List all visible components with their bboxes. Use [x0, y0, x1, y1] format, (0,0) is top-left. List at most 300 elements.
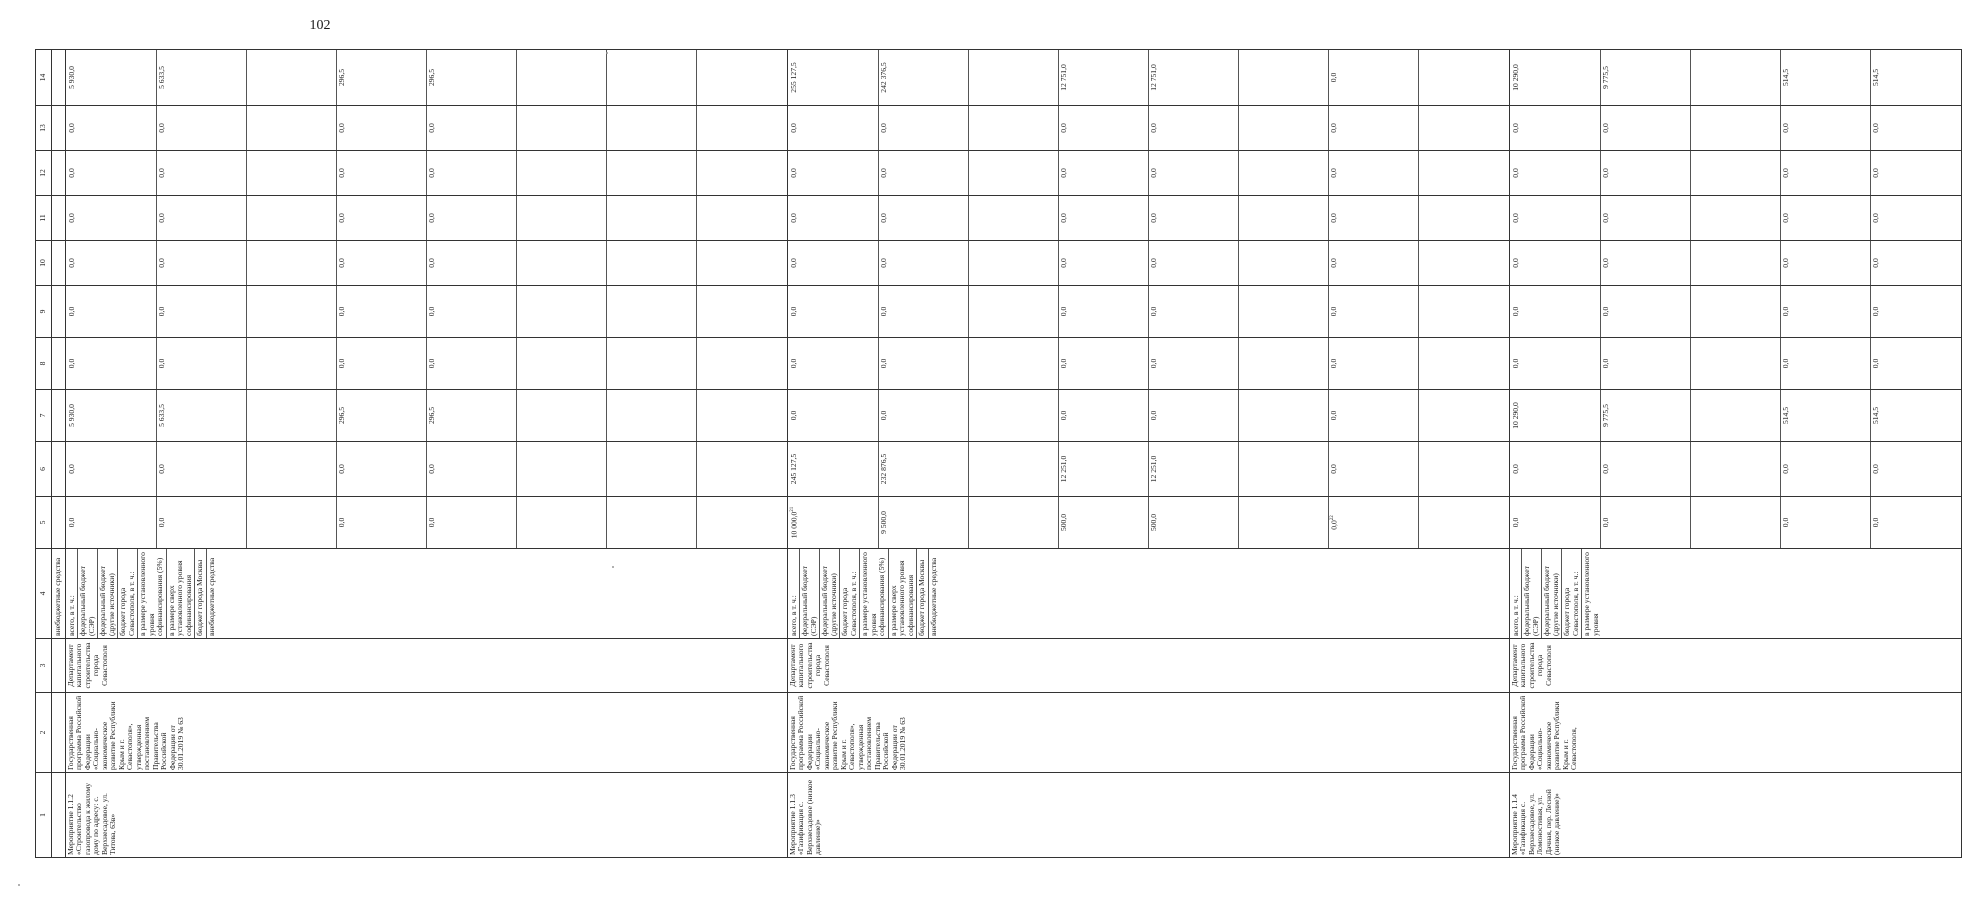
value-entry — [1690, 106, 1780, 150]
value-text: 0,0 — [336, 517, 346, 528]
value-entry — [789, 241, 878, 285]
value-text: 5 633,5 — [156, 66, 166, 89]
value-entry — [606, 196, 696, 240]
value-text: 0,0 — [1510, 306, 1520, 317]
value-entry — [878, 106, 968, 150]
value-entry — [1058, 106, 1148, 150]
value-text: 0,0 — [156, 517, 166, 528]
value-text: 0,0 — [1058, 123, 1068, 133]
funding-source-label: бюджет города Москвы — [194, 549, 206, 638]
value-entry — [426, 50, 516, 105]
value-entry — [1058, 497, 1148, 548]
value-text: 0,0 — [156, 258, 166, 268]
value-entry — [789, 50, 878, 105]
value-entry — [1511, 241, 1600, 285]
value-entry — [1148, 50, 1238, 105]
value-entry — [516, 241, 606, 285]
value-entry — [246, 338, 336, 389]
funding-source-label: бюджет города Москвы — [916, 549, 928, 638]
value-text: 0,0 — [426, 258, 436, 268]
value-text: 0,0 — [878, 123, 888, 133]
value-cell — [1509, 241, 1961, 286]
value-text: 0,0 — [156, 306, 166, 317]
value-text: 12 251,0 — [1148, 455, 1158, 483]
value-entry — [67, 106, 156, 150]
value-entry — [1511, 286, 1600, 337]
value-entry — [968, 338, 1058, 389]
value-text: 0,0 — [1510, 464, 1520, 474]
value-entry — [246, 497, 336, 548]
value-entry — [1148, 497, 1238, 548]
value-cell — [787, 106, 1509, 151]
value-entry — [1148, 106, 1238, 150]
value-entry — [696, 338, 786, 389]
value-entry — [1690, 497, 1780, 548]
value-entry — [1238, 106, 1328, 150]
value-entry — [1148, 338, 1238, 389]
value-entry — [426, 151, 516, 195]
value-text: 0,0 — [1148, 123, 1158, 133]
department-cell: Департамент капитального строительства города Севастополя — [65, 639, 787, 693]
value-text: 0,0 — [1328, 358, 1338, 369]
value-cell — [787, 151, 1509, 196]
value-entry — [1600, 286, 1690, 337]
value-cell — [1509, 50, 1961, 106]
value-text: 0,0 — [1328, 410, 1338, 421]
funding-source-label: всего, в т. ч.: — [66, 595, 76, 636]
value-entry — [156, 390, 246, 441]
column-number-header: 9 — [36, 286, 52, 338]
value-entry — [1058, 390, 1148, 441]
value-entry — [156, 338, 246, 389]
funding-source-cell — [1509, 549, 1961, 639]
funding-source-label: федеральный бюджет (СЭР) — [1521, 549, 1541, 638]
value-text: 0,0 — [1058, 213, 1068, 223]
column-number-header: 2 — [36, 693, 52, 773]
value-entry — [156, 151, 246, 195]
funding-source-label: в размере сверх установленного уровня софинансирования — [166, 549, 195, 638]
funding-source-label: бюджет города Севастополя, в т. ч.: — [839, 549, 859, 638]
value-entry — [878, 390, 968, 441]
value-entry — [426, 390, 516, 441]
value-entry — [1511, 442, 1600, 496]
funding-source-label: федеральный бюджет (другие источники) — [819, 549, 839, 638]
value-cell — [65, 442, 787, 497]
value-text: 0,0 — [426, 464, 436, 474]
value-entry — [1418, 196, 1508, 240]
value-entry — [878, 497, 968, 548]
value-entry — [1418, 151, 1508, 195]
value-entry — [1418, 497, 1508, 548]
value-entry — [1780, 497, 1870, 548]
funding-source-label: в размере установленного уровня софинансирования (5%) — [137, 549, 166, 638]
value-text: 0,0 — [1870, 358, 1880, 369]
value-text: 0,0 — [1328, 258, 1338, 268]
funding-source-label: внебюджетные средства — [206, 549, 218, 638]
funding-source-cell — [65, 549, 787, 639]
value-cell — [65, 151, 787, 196]
value-entry — [516, 338, 606, 389]
value-entry — [516, 390, 606, 441]
value-entry — [426, 106, 516, 150]
column-number-header: 3 — [36, 639, 52, 693]
funding-source-label: всего, в т. ч.: — [788, 595, 798, 636]
value-entry — [1418, 338, 1508, 389]
empty-cell — [52, 773, 66, 858]
value-entry — [606, 442, 696, 496]
value-text: 0,0 — [156, 213, 166, 223]
value-text: 12 751,0 — [1148, 64, 1158, 91]
value-entry — [1238, 241, 1328, 285]
value-entry — [156, 241, 246, 285]
value-entry — [696, 151, 786, 195]
value-entry — [1148, 151, 1238, 195]
value-entry — [1418, 286, 1508, 337]
funding-source-label: в размере сверх установленного уровня софинансирования — [888, 549, 917, 638]
footnote-marker: 21 — [789, 506, 795, 512]
value-entry — [1058, 338, 1148, 389]
value-text: 5 930,0 — [66, 66, 76, 89]
value-text: 0,0 — [1600, 358, 1610, 369]
value-text: 0,0 — [1510, 213, 1520, 223]
table-row — [787, 50, 1509, 858]
value-entry — [1148, 196, 1238, 240]
value-text: 0,0 — [1780, 464, 1790, 474]
value-entry — [67, 196, 156, 240]
value-entry — [156, 286, 246, 337]
value-entry — [696, 241, 786, 285]
table-row — [1509, 50, 1961, 858]
value-entry — [968, 390, 1058, 441]
value-entry — [878, 151, 968, 195]
value-text: 0,0 — [788, 168, 798, 178]
value-cell — [1509, 286, 1961, 338]
value-entry — [1780, 151, 1870, 195]
empty-cell — [52, 442, 66, 497]
value-entry — [696, 442, 786, 496]
value-text: 0,0 — [1328, 306, 1338, 317]
value-entry — [878, 338, 968, 389]
value-text: 245 127,5 — [788, 453, 798, 485]
value-entry — [968, 50, 1058, 105]
value-entry — [1058, 151, 1148, 195]
event-name-cell: Мероприятие 1.1.3 «Газификация с. Верхнесадовое (низкое давление)» — [787, 773, 1509, 858]
value-entry — [1238, 50, 1328, 105]
value-text: 0,0 — [426, 123, 436, 133]
value-entry — [1511, 338, 1600, 389]
value-entry — [336, 151, 426, 195]
value-entry — [1238, 338, 1328, 389]
value-cell — [65, 497, 787, 549]
value-text: 0,0 — [878, 213, 888, 223]
value-entry — [426, 442, 516, 496]
value-entry — [1780, 196, 1870, 240]
value-entry — [789, 390, 878, 441]
value-text: 12 751,0 — [1058, 64, 1068, 91]
value-text: 0,0 — [1600, 306, 1610, 317]
value-entry — [1418, 442, 1508, 496]
value-entry — [1780, 286, 1870, 337]
value-text: 0,0 — [878, 168, 888, 178]
value-cell — [787, 286, 1509, 338]
value-entry — [696, 106, 786, 150]
funding-source-label: всего, в т. ч.: — [1510, 595, 1520, 636]
value-entry — [1600, 338, 1690, 389]
value-entry — [1600, 390, 1690, 441]
value-text: 0,0 — [788, 258, 798, 268]
value-entry — [1870, 151, 1960, 195]
value-entry — [606, 151, 696, 195]
value-cell — [787, 390, 1509, 442]
empty-cell — [52, 693, 66, 773]
value-cell — [65, 196, 787, 241]
value-text: 10 290,0 — [1510, 64, 1520, 91]
value-text: 514,5 — [1780, 68, 1790, 87]
footnote-marker: 22 — [1329, 515, 1335, 521]
value-entry — [1328, 497, 1418, 548]
value-entry — [878, 50, 968, 105]
value-text: 0,0 — [878, 410, 888, 421]
value-entry — [1148, 241, 1238, 285]
value-entry — [1600, 50, 1690, 105]
value-text: 0,0 — [1510, 168, 1520, 178]
value-entry — [789, 497, 878, 548]
value-entry — [67, 390, 156, 441]
value-entry — [246, 241, 336, 285]
funding-source-label: внебюджетные средства — [928, 549, 940, 638]
value-entry — [606, 50, 696, 105]
value-entry — [246, 286, 336, 337]
value-entry — [1870, 50, 1960, 105]
value-text: 0,0 — [788, 358, 798, 369]
value-text: 0,0 — [1328, 168, 1338, 178]
funding-source-label: федеральный бюджет (СЭР) — [799, 549, 819, 638]
value-entry — [67, 338, 156, 389]
value-entry — [336, 50, 426, 105]
value-text: 0,0 — [336, 213, 346, 223]
value-text: 0,0 — [878, 358, 888, 369]
value-entry — [336, 442, 426, 496]
value-entry — [1870, 338, 1960, 389]
value-text: 0,0 — [1600, 464, 1610, 474]
funding-source-label: в размере установленного уровня софинансирования (5%) — [859, 549, 888, 638]
value-text: 500,0 — [1148, 513, 1158, 532]
value-entry — [156, 50, 246, 105]
value-entry — [67, 442, 156, 496]
value-text: 0,0 — [66, 168, 76, 178]
value-entry — [426, 241, 516, 285]
value-entry — [156, 106, 246, 150]
value-cell — [65, 286, 787, 338]
value-text: 0,0 — [1780, 123, 1790, 133]
value-entry — [1780, 106, 1870, 150]
funding-source-label: федеральный бюджет (другие источники) — [97, 549, 117, 638]
program-cell: Государственная программа Российской Федерации «Социально-экономическое развитие Республики Крым и г. Севастополя», утвержденная постановлением Правительства Российской Федерации от 30.01.2019 № 63 — [65, 693, 787, 773]
value-entry — [1418, 50, 1508, 105]
value-cell — [1509, 497, 1961, 549]
value-text: 9 500,0 — [878, 511, 888, 534]
value-text: 0,0 — [1780, 358, 1790, 369]
value-text: 0,0 — [156, 123, 166, 133]
value-entry — [696, 390, 786, 441]
value-text: 296,5 — [336, 406, 346, 425]
value-cell — [1509, 338, 1961, 390]
value-entry — [246, 106, 336, 150]
value-entry — [696, 497, 786, 548]
value-text: 0,0 — [1328, 123, 1338, 133]
value-entry — [1690, 286, 1780, 337]
value-text: 514,5 — [1780, 406, 1790, 425]
value-cell — [65, 390, 787, 442]
value-text: 0,0 — [336, 306, 346, 317]
value-entry — [878, 241, 968, 285]
value-text: 255 127,5 — [788, 62, 798, 93]
value-entry — [516, 151, 606, 195]
value-entry — [1058, 50, 1148, 105]
value-cell — [1509, 106, 1961, 151]
value-text: 0,0 — [426, 213, 436, 223]
value-entry — [1511, 151, 1600, 195]
funding-source-label: бюджет города Севастополя, в т. ч.: — [117, 549, 137, 638]
value-text: 0,0 — [1148, 410, 1158, 421]
value-entry — [1780, 241, 1870, 285]
value-entry — [516, 106, 606, 150]
value-entry — [1148, 286, 1238, 337]
value-entry — [67, 241, 156, 285]
value-entry — [1870, 106, 1960, 150]
value-text: 0,0 — [156, 464, 166, 474]
value-text: 0,0 — [66, 306, 76, 317]
value-entry — [246, 390, 336, 441]
value-entry — [426, 286, 516, 337]
value-text: 10 290,0 — [1510, 402, 1520, 429]
value-text: 0,0 — [156, 168, 166, 178]
value-text: 5 930,0 — [66, 404, 76, 427]
column-number-header: 10 — [36, 241, 52, 286]
value-text: 0,0 — [1148, 258, 1158, 268]
value-entry — [1238, 497, 1328, 548]
value-entry — [1870, 286, 1960, 337]
value-entry — [789, 338, 878, 389]
value-cell — [1509, 390, 1961, 442]
value-entry — [878, 442, 968, 496]
value-cell — [65, 106, 787, 151]
column-number-header: 1 — [36, 773, 52, 858]
column-number-header: 14 — [36, 50, 52, 106]
column-number-header: 12 — [36, 151, 52, 196]
value-entry — [1328, 338, 1418, 389]
value-entry — [426, 338, 516, 389]
value-entry — [1328, 151, 1418, 195]
value-cell — [787, 338, 1509, 390]
empty-cell — [52, 497, 66, 549]
table-row — [65, 50, 787, 858]
department-cell: Департамент капитального строительства города Севастополя — [787, 639, 1509, 693]
funding-source-label: внебюджетные средства — [53, 557, 62, 636]
value-text: 0,0 — [1148, 213, 1158, 223]
value-entry — [878, 196, 968, 240]
value-text: 0,0 — [1600, 517, 1610, 528]
value-entry — [67, 151, 156, 195]
value-text: 0,0 — [66, 258, 76, 268]
value-cell — [65, 241, 787, 286]
value-entry — [1238, 286, 1328, 337]
value-text: 0,0 — [66, 213, 76, 223]
value-cell — [787, 50, 1509, 106]
value-text: 0,0 — [1870, 258, 1880, 268]
value-entry — [606, 286, 696, 337]
value-text: 296,5 — [426, 406, 436, 425]
value-entry — [1328, 286, 1418, 337]
value-text: 296,5 — [426, 68, 436, 87]
value-entry — [1058, 241, 1148, 285]
value-text: 0,0 — [66, 358, 76, 369]
value-entry — [1690, 338, 1780, 389]
value-entry — [246, 196, 336, 240]
empty-cell — [52, 338, 66, 390]
value-text: 0,0 — [1148, 168, 1158, 178]
empty-cell — [52, 50, 66, 106]
value-entry — [426, 497, 516, 548]
value-entry — [336, 106, 426, 150]
value-entry — [246, 442, 336, 496]
value-cell — [1509, 196, 1961, 241]
value-text: 0,0 — [1780, 213, 1790, 223]
value-entry — [516, 442, 606, 496]
value-entry — [1148, 390, 1238, 441]
value-text: 0,0 — [426, 517, 436, 528]
value-text: 0,0 — [788, 123, 798, 133]
value-entry — [696, 286, 786, 337]
value-text: 0,0 — [1148, 306, 1158, 317]
empty-cell — [52, 151, 66, 196]
value-text: 9 775,5 — [1600, 404, 1610, 427]
value-entry — [1780, 442, 1870, 496]
value-text: 9 775,5 — [1600, 66, 1610, 89]
value-entry — [606, 390, 696, 441]
value-entry — [67, 50, 156, 105]
value-entry — [1511, 50, 1600, 105]
value-text: 500,0 — [1058, 513, 1068, 532]
value-entry — [336, 196, 426, 240]
value-cell — [1509, 151, 1961, 196]
empty-cell — [52, 286, 66, 338]
value-text: 12 251,0 — [1058, 455, 1068, 483]
value-text: 0,0 — [1870, 517, 1880, 528]
value-entry — [336, 497, 426, 548]
value-entry — [336, 338, 426, 389]
value-text: 0,0 — [1510, 517, 1520, 528]
column-number-header: 7 — [36, 390, 52, 442]
page-number: 102 — [309, 18, 331, 33]
value-text: 0,0 — [426, 358, 436, 369]
value-cell — [787, 196, 1509, 241]
value-text: 0,0 — [1600, 258, 1610, 268]
value-entry — [1690, 151, 1780, 195]
value-entry — [1511, 390, 1600, 441]
value-entry — [1328, 390, 1418, 441]
value-text: 514,5 — [1870, 406, 1880, 425]
value-entry — [1780, 50, 1870, 105]
value-entry — [246, 151, 336, 195]
funding-source-label: бюджет города Севастополя, в т. ч.: — [1561, 549, 1581, 638]
value-entry — [696, 50, 786, 105]
value-entry — [1328, 106, 1418, 150]
value-entry — [336, 286, 426, 337]
value-entry — [1238, 151, 1328, 195]
value-entry — [1780, 390, 1870, 441]
value-entry — [1600, 241, 1690, 285]
